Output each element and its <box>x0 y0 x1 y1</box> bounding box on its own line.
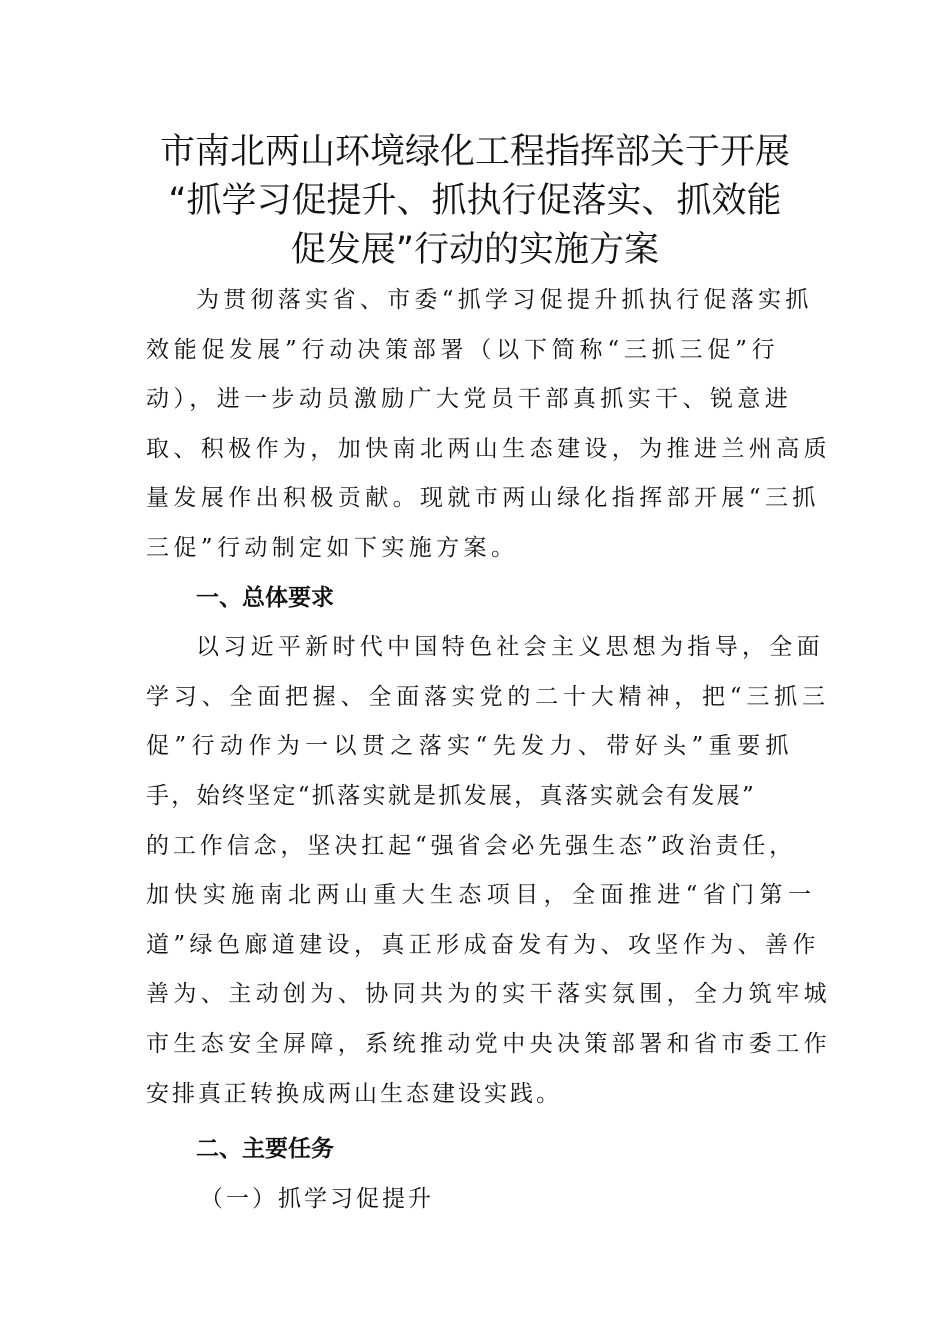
text-line: 手，始终坚定“抓落实就是抓发展，真落实就会有发展” <box>146 782 757 809</box>
text-line: 量发展作出积极贡献。现就市两山绿化指挥部开展“三抓 <box>146 485 820 512</box>
text-line: 三促”行动制定如下实施方案。 <box>146 534 519 561</box>
text-line: 促”行动作为一以贯之落实“先发力、带好头”重要抓 <box>146 733 794 760</box>
text-line: 以习近平新时代中国特色社会主义思想为指导，全面 <box>196 634 824 661</box>
text-line: 为贯彻落实省、市委“抓学习促提升抓执行促落实抓 <box>196 287 813 313</box>
title-line: 促发展”行动的实施方案 <box>290 230 660 270</box>
text-line: 善为、主动创为、协同共为的实干落实氛围，全力筑牢城 <box>146 981 831 1008</box>
text-line: 取、积极作为，加快南北两山生态建设，为推进兰州高质 <box>146 435 831 462</box>
document-body <box>146 276 831 1224</box>
intro-paragraph <box>146 276 831 574</box>
text-line: 的工作信念，坚决扛起“强省会必先强生态”政治责任， <box>146 832 797 859</box>
document-title <box>140 128 810 275</box>
text-line: 道”绿色廊道建设，真正形成奋发有为、攻坚作为、善作 <box>146 931 820 958</box>
subsection-heading-study: （一）抓学习促提升 <box>200 1185 434 1212</box>
text-line: 效能促发展”行动决策部署（以下简称“三抓三促”行 <box>146 336 780 363</box>
title-line: “抓学习促提升、抓执行促落实、抓效能 <box>168 181 782 221</box>
text-line: 学习、全面把握、全面落实党的二十大精神，把“三抓三 <box>146 683 830 710</box>
text-line: 市生态安全屏障，系统推动党中央决策部署和省市委工作 <box>146 1030 831 1057</box>
section-heading-overall-requirements: 一、总体要求 <box>196 584 334 611</box>
text-line: 安排真正转换成两山生态建设实践。 <box>146 1080 562 1107</box>
title-line: 市南北两山环境绿化工程指挥部关于开展 <box>159 132 790 172</box>
text-line: 加快实施南北两山重大生态项目，全面推进“省门第一 <box>146 882 817 909</box>
section-heading-main-tasks: 二、主要任务 <box>196 1136 334 1163</box>
overall-requirements-paragraph <box>146 623 831 1119</box>
text-line: 动），进一步动员激励广大党员干部真抓实干、锐意进 <box>146 386 793 413</box>
